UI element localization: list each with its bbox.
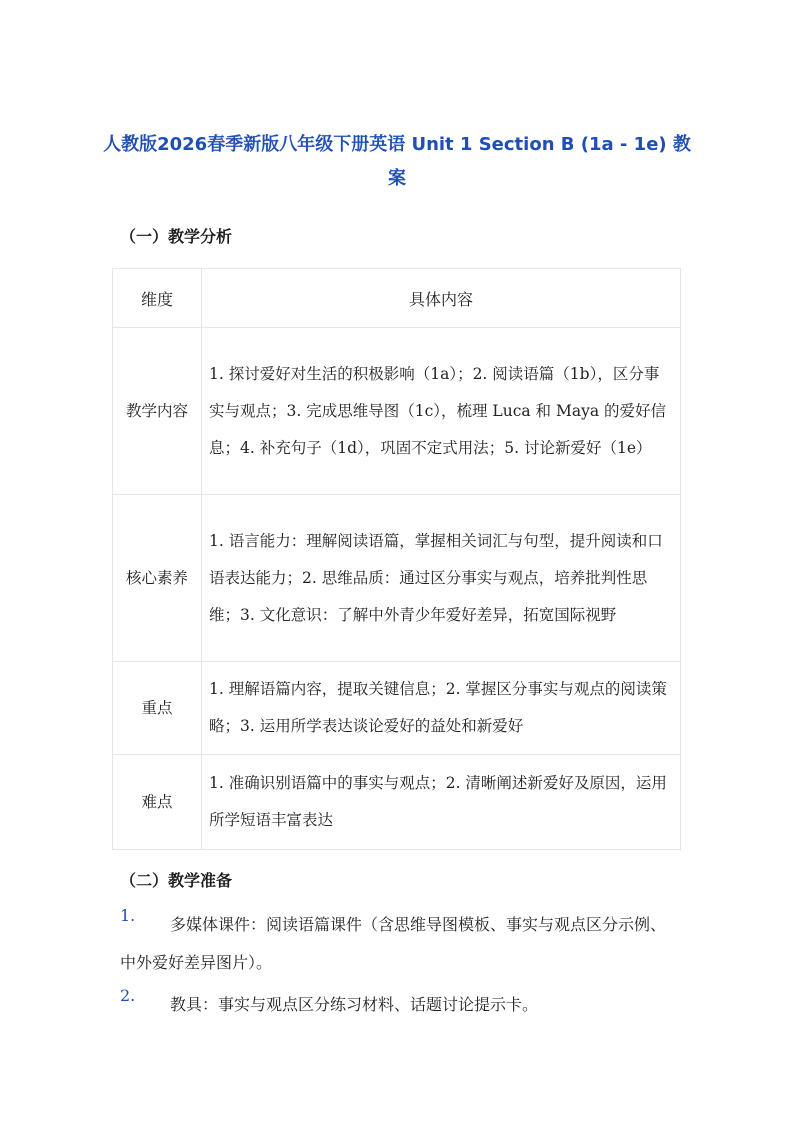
header-content: 具体内容 bbox=[202, 269, 681, 328]
row-dimension: 难点 bbox=[113, 755, 202, 850]
section-heading-preparation: （二）教学准备 bbox=[120, 871, 233, 890]
row-dimension: 教学内容 bbox=[113, 328, 202, 495]
table-row bbox=[113, 328, 681, 495]
list-item-text: 多媒体课件：阅读语篇课件（含思维导图模板、事实与观点区分示例、中外爱好差异图片）。 bbox=[120, 915, 667, 972]
table-header-row bbox=[113, 269, 681, 328]
table-row bbox=[113, 495, 681, 662]
section-heading-analysis: （一）教学分析 bbox=[120, 227, 233, 246]
document-title: 人教版2026春季新版八年级下册英语 Unit 1 Section B (1a - 1e) 教案 bbox=[103, 134, 691, 189]
list-item bbox=[120, 986, 680, 1024]
list-item-number: 2. bbox=[120, 986, 136, 1005]
row-content: 1. 探讨爱好对生活的积极影响（1a）；2. 阅读语篇（1b），区分事实与观点；3. 完成思维导图（1c），梳理 Luca 和 Maya 的爱好信息；4. 补充句子（1d），巩固不定式用法；5. 讨论新爱好（1e） bbox=[202, 328, 681, 495]
row-dimension: 重点 bbox=[113, 662, 202, 755]
list-item-number: 1. bbox=[120, 906, 136, 925]
list-item bbox=[120, 906, 680, 982]
row-dimension: 核心素养 bbox=[113, 495, 202, 662]
row-content: 1. 语言能力：理解阅读语篇，掌握相关词汇与句型，提升阅读和口语表达能力；2. 思维品质：通过区分事实与观点，培养批判性思维；3. 文化意识：了解中外青少年爱好差异，拓宽国际视野 bbox=[202, 495, 681, 662]
list-item-text: 教具：事实与观点区分练习材料、话题讨论提示卡。 bbox=[170, 995, 539, 1014]
table-row bbox=[113, 755, 681, 850]
analysis-table bbox=[112, 268, 681, 850]
row-content: 1. 理解语篇内容，提取关键信息；2. 掌握区分事实与观点的阅读策略；3. 运用所学表达谈论爱好的益处和新爱好 bbox=[202, 662, 681, 755]
header-dimension: 维度 bbox=[113, 269, 202, 328]
table-row bbox=[113, 662, 681, 755]
row-content: 1. 准确识别语篇中的事实与观点；2. 清晰阐述新爱好及原因，运用所学短语丰富表达 bbox=[202, 755, 681, 850]
